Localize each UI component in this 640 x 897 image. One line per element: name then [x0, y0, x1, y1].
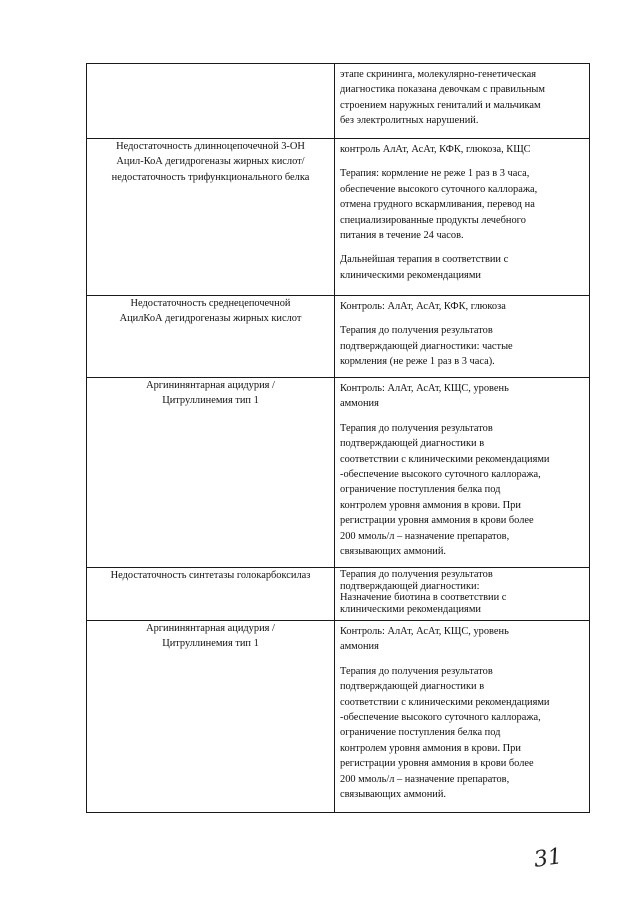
treatment-paragraph: Контроль: АлАт, АсАт, КЩС, уровень аммония	[340, 383, 509, 410]
page-number: 31	[532, 844, 564, 873]
treatment-cell	[335, 621, 590, 813]
treatment-paragraph: Терапия до получения результатов подтверждающей диагностики: Назначение биотина в соответствии с клиническими рекомендациями	[340, 569, 507, 615]
treatment-paragraph: Терапия: кормление не реже 1 раз в 3 часа, обеспечение высокого суточного каллоража, отмена грудного вскармливания, перевод на специализированные продукты лечебного питания в течение 24 часов.	[340, 168, 538, 242]
treatment-paragraph: Терапия до получения результатов подтверждающей диагностики в соответствии с клиническими рекомендациями -обеспечение высокого суточного каллоража, ограничение поступления белка под контролем уровня аммония в крови. При регистрации уровня аммония в крови более 200 ммоль/л – назначение препаратов, связывающих аммоний.	[340, 422, 550, 558]
disease-cell: Аргининянтарная ацидурия / Цитруллинемия тип 1	[87, 378, 335, 568]
disease-cell: Недостаточность длинноцепочечной 3-ОН Ацил-КоА дегидрогеназы жирных кислот/ недостаточность трифункционального белка	[87, 139, 335, 296]
treatment-paragraph: Терапия до получения результатов подтверждающей диагностики в соответствии с клиническими рекомендациями -обеспечение высокого суточного каллоража, ограничение поступления белка под контролем уровня аммония в крови. При регистрации уровня аммония в крови более 200 ммоль/л – назначение препаратов, связывающих аммоний.	[340, 665, 550, 801]
table-row	[87, 296, 590, 378]
table-row	[87, 64, 590, 139]
treatment-cell	[335, 296, 590, 378]
table-row	[87, 568, 590, 621]
treatment-paragraph: этапе скрининга, молекулярно-генетическая диагностика показана девочкам с правильным строением наружных гениталий и мальчикам без электролитных нарушений.	[340, 69, 545, 127]
treatment-cell	[335, 378, 590, 568]
treatment-paragraph: Контроль: АлАт, АсАт, КФК, глюкоза	[340, 301, 506, 312]
treatment-cell	[335, 64, 590, 139]
treatment-paragraph: Терапия до получения результатов подтверждающей диагностики: частые кормления (не реже 1 раз в 3 часа).	[340, 325, 513, 368]
treatment-cell	[335, 568, 590, 621]
treatment-paragraph: контроль АлАт, АсАт, КФК, глюкоза, КЩС	[340, 144, 531, 155]
disease-cell: Недостаточность среднецепочечной АцилКоА дегидрогеназы жирных кислот	[87, 296, 335, 378]
treatment-paragraph: Контроль: АлАт, АсАт, КЩС, уровень аммония	[340, 626, 509, 653]
disease-cell: Недостаточность синтетазы голокарбоксилаз	[87, 568, 335, 621]
treatment-paragraph: Дальнейшая терапия в соответствии с клиническими рекомендациями	[340, 254, 509, 281]
table-row	[87, 139, 590, 296]
disease-cell	[87, 64, 335, 139]
table-row	[87, 621, 590, 813]
table-row	[87, 378, 590, 568]
treatment-table	[86, 63, 590, 813]
disease-cell: Аргининянтарная ацидурия / Цитруллинемия тип 1	[87, 621, 335, 813]
treatment-cell	[335, 139, 590, 296]
